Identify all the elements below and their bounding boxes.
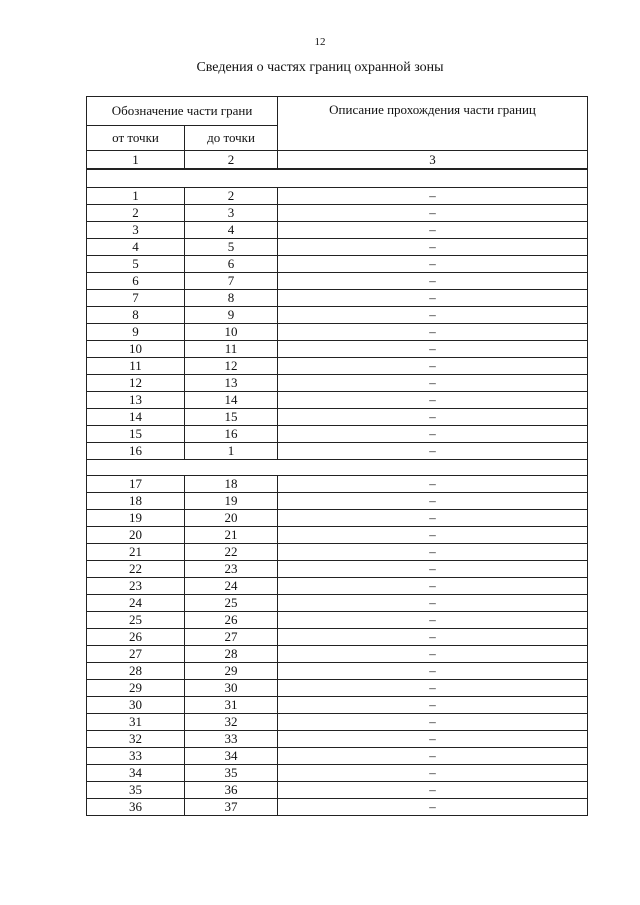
description-cell: – [278,324,588,341]
to-point-cell: 7 [185,273,278,290]
description-cell: – [278,205,588,222]
table-row [87,324,588,341]
from-point-cell: 29 [87,680,185,697]
table-row [87,629,588,646]
table-row [87,256,588,273]
description-cell: – [278,409,588,426]
description-cell: – [278,527,588,544]
to-point-cell: 12 [185,358,278,375]
table-row [87,595,588,612]
from-point-cell: 25 [87,612,185,629]
description-cell: – [278,375,588,392]
description-cell: – [278,239,588,256]
from-point-cell: 6 [87,273,185,290]
description-cell: – [278,256,588,273]
description-cell: – [278,476,588,493]
to-point-cell: 29 [185,663,278,680]
description-cell: – [278,799,588,816]
to-point-cell: 21 [185,527,278,544]
column-number-2: 2 [185,151,278,170]
from-point-cell: 18 [87,493,185,510]
description-cell: – [278,578,588,595]
table-row [87,273,588,290]
from-point-cell: 30 [87,697,185,714]
description-cell: – [278,510,588,527]
table-row [87,748,588,765]
from-point-cell: 20 [87,527,185,544]
table-row [87,290,588,307]
to-point-cell: 13 [185,375,278,392]
table-row [87,426,588,443]
to-point-cell: 15 [185,409,278,426]
description-cell: – [278,392,588,409]
from-point-cell: 13 [87,392,185,409]
boundary-parts-table [86,96,588,816]
column-number-1: 1 [87,151,185,170]
from-point-cell: 14 [87,409,185,426]
section-separator-cell [87,460,588,476]
description-cell: – [278,595,588,612]
description-cell: – [278,188,588,205]
table-row [87,782,588,799]
table-row [87,578,588,595]
table-row [87,307,588,324]
table-row [87,510,588,527]
to-point-cell: 23 [185,561,278,578]
description-cell: – [278,646,588,663]
table-row [87,341,588,358]
to-point-cell: 24 [185,578,278,595]
to-point-cell: 31 [185,697,278,714]
to-point-cell: 4 [185,222,278,239]
table-row [87,476,588,493]
description-cell: – [278,493,588,510]
from-point-cell: 5 [87,256,185,273]
from-point-cell: 2 [87,205,185,222]
column-number-3: 3 [278,151,588,170]
page-number: 12 [314,36,326,48]
header-part-designation: Обозначение части грани [87,97,278,126]
from-point-cell: 27 [87,646,185,663]
table-row [87,731,588,748]
description-cell: – [278,612,588,629]
description-cell: – [278,765,588,782]
from-point-cell: 23 [87,578,185,595]
description-cell: – [278,307,588,324]
to-point-cell: 30 [185,680,278,697]
header-to-point: до точки [185,126,278,151]
description-cell: – [278,782,588,799]
description-cell: – [278,748,588,765]
to-point-cell: 1 [185,443,278,460]
table-row [87,663,588,680]
description-cell: – [278,731,588,748]
to-point-cell: 27 [185,629,278,646]
from-point-cell: 26 [87,629,185,646]
description-cell: – [278,358,588,375]
to-point-cell: 25 [185,595,278,612]
table-row [87,239,588,256]
from-point-cell: 15 [87,426,185,443]
table-row [87,493,588,510]
table-row [87,392,588,409]
to-point-cell: 3 [185,205,278,222]
to-point-cell: 5 [185,239,278,256]
to-point-cell: 2 [185,188,278,205]
to-point-cell: 11 [185,341,278,358]
from-point-cell: 33 [87,748,185,765]
section-separator-cell [87,169,588,188]
from-point-cell: 35 [87,782,185,799]
from-point-cell: 12 [87,375,185,392]
table-row [87,358,588,375]
from-point-cell: 36 [87,799,185,816]
from-point-cell: 22 [87,561,185,578]
description-cell: – [278,561,588,578]
table-row [87,527,588,544]
to-point-cell: 34 [185,748,278,765]
section-separator-2 [87,460,588,476]
from-point-cell: 1 [87,188,185,205]
from-point-cell: 11 [87,358,185,375]
from-point-cell: 10 [87,341,185,358]
to-point-cell: 37 [185,799,278,816]
to-point-cell: 10 [185,324,278,341]
to-point-cell: 26 [185,612,278,629]
from-point-cell: 21 [87,544,185,561]
to-point-cell: 20 [185,510,278,527]
to-point-cell: 6 [185,256,278,273]
from-point-cell: 34 [87,765,185,782]
description-cell: – [278,544,588,561]
from-point-cell: 3 [87,222,185,239]
table-row [87,646,588,663]
table-row [87,375,588,392]
document-title: Сведения о частях границ охранной зоны [196,60,444,75]
description-cell: – [278,273,588,290]
description-cell: – [278,629,588,646]
description-cell: – [278,341,588,358]
description-cell: – [278,680,588,697]
description-cell: – [278,714,588,731]
table-row [87,188,588,205]
table-row [87,443,588,460]
header-from-point: от точки [87,126,185,151]
table-row [87,409,588,426]
from-point-cell: 17 [87,476,185,493]
table-row [87,714,588,731]
to-point-cell: 9 [185,307,278,324]
to-point-cell: 22 [185,544,278,561]
from-point-cell: 16 [87,443,185,460]
to-point-cell: 18 [185,476,278,493]
to-point-cell: 36 [185,782,278,799]
from-point-cell: 8 [87,307,185,324]
description-cell: – [278,697,588,714]
description-cell: – [278,443,588,460]
table-row [87,222,588,239]
from-point-cell: 28 [87,663,185,680]
header-description: Описание прохождения части границ [278,97,588,151]
to-point-cell: 35 [185,765,278,782]
to-point-cell: 16 [185,426,278,443]
description-cell: – [278,426,588,443]
section-separator-1 [87,169,588,188]
description-cell: – [278,290,588,307]
to-point-cell: 8 [185,290,278,307]
header-row-group [87,97,588,126]
table-row [87,612,588,629]
from-point-cell: 31 [87,714,185,731]
table-row [87,765,588,782]
to-point-cell: 33 [185,731,278,748]
from-point-cell: 32 [87,731,185,748]
table-body [87,151,588,816]
from-point-cell: 4 [87,239,185,256]
description-cell: – [278,222,588,239]
to-point-cell: 19 [185,493,278,510]
table-row [87,561,588,578]
from-point-cell: 9 [87,324,185,341]
from-point-cell: 19 [87,510,185,527]
from-point-cell: 7 [87,290,185,307]
column-numbers-row [87,151,588,170]
table-row [87,799,588,816]
to-point-cell: 28 [185,646,278,663]
description-cell: – [278,663,588,680]
table-row [87,544,588,561]
to-point-cell: 32 [185,714,278,731]
table-row [87,697,588,714]
to-point-cell: 14 [185,392,278,409]
table-row [87,680,588,697]
from-point-cell: 24 [87,595,185,612]
table-row [87,205,588,222]
